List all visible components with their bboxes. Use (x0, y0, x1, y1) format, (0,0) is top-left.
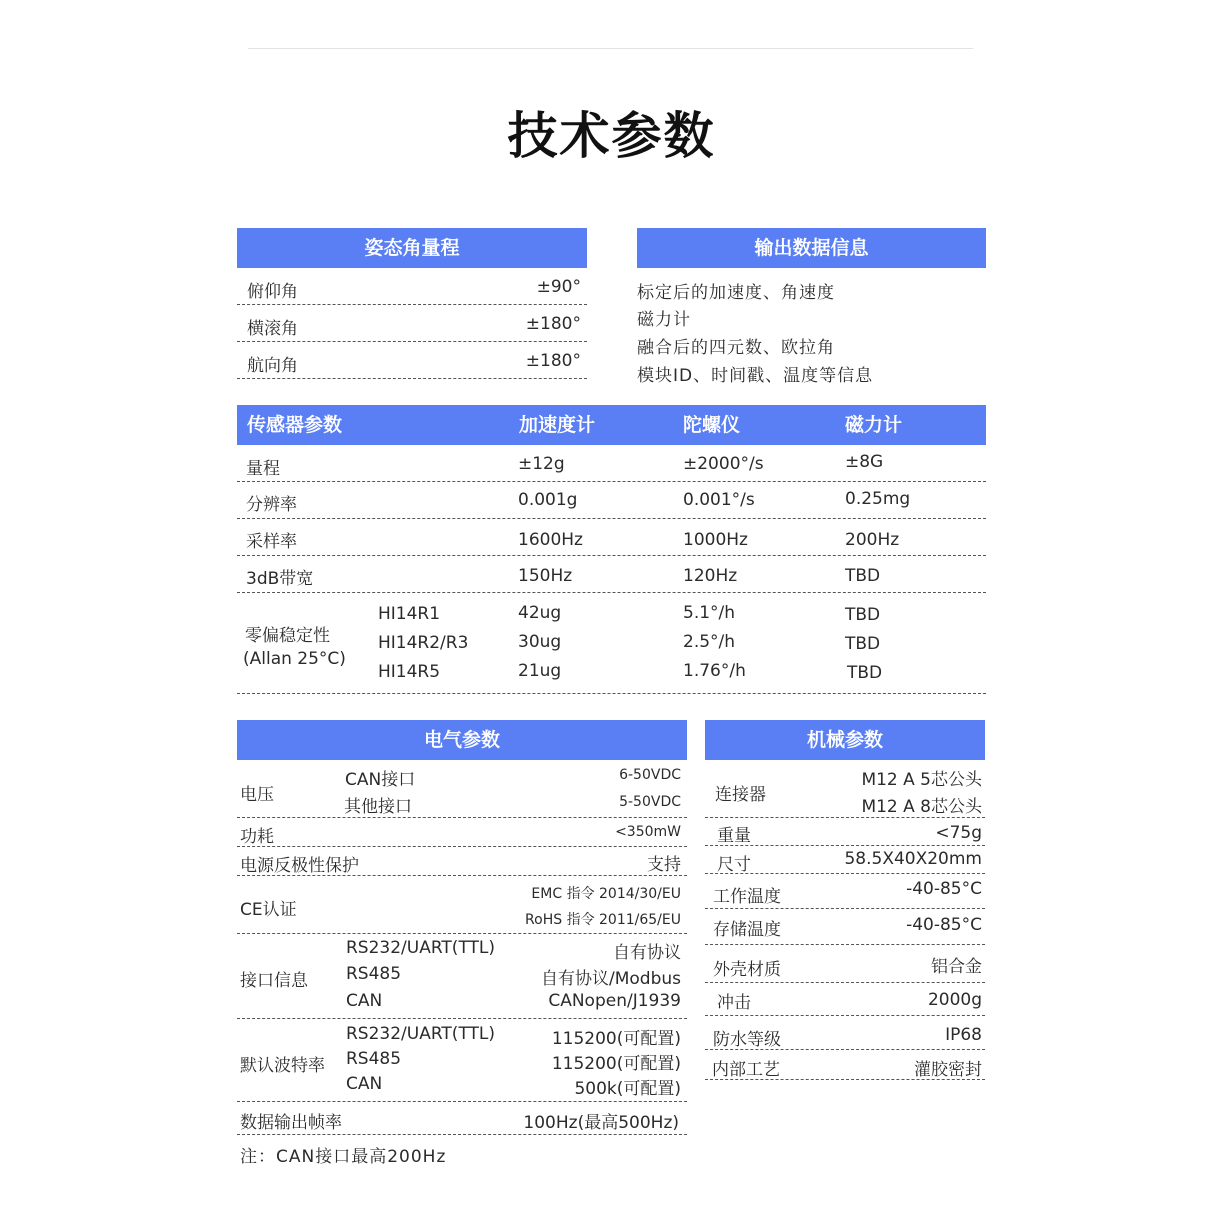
acc-value: 1600Hz (518, 530, 583, 550)
model-name: HI14R2/R3 (378, 633, 469, 653)
row-value: 2000g (927, 990, 982, 1010)
bias-condition: (Allan 25°C) (243, 649, 346, 669)
table-row (705, 874, 985, 909)
table-row (237, 482, 986, 519)
sub-label: RS485 (346, 964, 402, 984)
row-label: 接口信息 (240, 971, 308, 991)
row-label: 电压 (240, 785, 274, 805)
output-line: 模块ID、时间戳、温度等信息 (637, 366, 874, 386)
attitude-range-section (237, 228, 587, 379)
table-row (237, 556, 986, 593)
gyro-value: 0.001°/s (683, 490, 755, 510)
mag-value: TBD (845, 605, 881, 625)
bias-stability-row (237, 593, 986, 694)
sub-label: 其他接口 (344, 797, 412, 817)
row-label: 工作温度 (713, 887, 781, 907)
top-divider (248, 48, 973, 49)
row-label: 重量 (717, 826, 751, 846)
gyro-value: 1000Hz (683, 530, 748, 550)
table-row (705, 1016, 985, 1050)
row-label: 冲击 (717, 993, 751, 1013)
page-title: 技术参数 (507, 107, 716, 165)
bias-label: 零偏稳定性 (245, 626, 330, 646)
sub-label: CAN (346, 991, 383, 1011)
row-value: M12 A 5芯公头 (861, 770, 982, 790)
row-label: 3dB带宽 (246, 569, 314, 589)
table-row (237, 342, 587, 379)
row-value: -40-85°C (906, 879, 982, 899)
row-value: 铝合金 (931, 957, 982, 977)
row-value: 5-50VDC (619, 794, 681, 810)
acc-value: ±12g (518, 454, 565, 474)
row-label: 横滚角 (247, 319, 298, 339)
output-data-section (637, 228, 986, 388)
baud-row (237, 1019, 687, 1102)
gyro-value: 120Hz (683, 566, 738, 586)
row-value: EMC 指令 2014/30/EU (531, 886, 681, 902)
row-value: 灌胶密封 (914, 1060, 982, 1080)
row-value: <75g (935, 823, 982, 843)
attitude-header: 姿态角量程 (237, 228, 587, 268)
row-label: 防水等级 (713, 1030, 781, 1050)
row-label: 分辨率 (246, 495, 297, 515)
footnote: 注：CAN接口最高200Hz (240, 1147, 447, 1167)
row-label: 连接器 (715, 785, 766, 805)
row-label: 数据输出帧率 (240, 1113, 342, 1133)
accelerometer-header: 加速度计 (519, 414, 596, 436)
table-row (705, 1050, 985, 1080)
row-value: 6-50VDC (619, 767, 681, 783)
interface-row (237, 934, 687, 1019)
sub-label: RS232/UART(TTL) (346, 1024, 496, 1044)
electrical-header: 电气参数 (237, 720, 687, 760)
table-row (705, 983, 985, 1016)
row-value: ±90° (536, 277, 581, 297)
table-row (237, 818, 687, 847)
row-value: 自有协议 (613, 943, 681, 963)
row-label: 航向角 (247, 356, 298, 376)
sub-label: CAN接口 (345, 770, 416, 790)
output-line: 标定后的加速度、角速度 (637, 283, 835, 303)
row-value: CANopen/J1939 (548, 991, 681, 1011)
sub-label: RS232/UART(TTL) (346, 938, 496, 958)
model-name: HI14R1 (378, 604, 441, 624)
row-label: 电源反极性保护 (240, 856, 359, 876)
mechanical-parameters-section (705, 720, 985, 1080)
acc-value: 21ug (518, 661, 562, 681)
acc-value: 150Hz (518, 566, 573, 586)
row-value: 58.5X40X20mm (844, 849, 982, 869)
row-label: 俯仰角 (247, 282, 298, 302)
electrical-parameters-section (237, 720, 687, 1135)
output-header: 输出数据信息 (637, 228, 986, 268)
sub-label: RS485 (346, 1049, 402, 1069)
mechanical-header: 机械参数 (705, 720, 985, 760)
acc-value: 30ug (518, 632, 562, 652)
row-value: 500k(可配置) (574, 1079, 681, 1099)
magnetometer-header: 磁力计 (845, 414, 903, 436)
mag-value: 200Hz (845, 530, 900, 550)
row-label: 量程 (246, 459, 280, 479)
row-value: 115200(可配置) (551, 1054, 681, 1074)
row-value: IP68 (945, 1025, 982, 1045)
table-row (237, 519, 986, 556)
sub-label: CAN (346, 1074, 383, 1094)
row-value: ±180° (525, 314, 581, 334)
row-label: 默认波特率 (240, 1056, 325, 1076)
gyro-value: 2.5°/h (683, 632, 736, 652)
row-value: -40-85°C (906, 915, 982, 935)
output-line: 磁力计 (637, 310, 691, 330)
row-label: 功耗 (240, 827, 274, 847)
table-row (237, 1102, 687, 1135)
gyro-value: 1.76°/h (683, 661, 746, 681)
connector-row (705, 760, 985, 818)
row-label: 采样率 (246, 532, 297, 552)
table-row (705, 909, 985, 945)
table-row (705, 846, 985, 874)
output-line: 融合后的四元数、欧拉角 (637, 338, 835, 358)
voltage-row (237, 760, 687, 818)
row-label: 外壳材质 (713, 960, 781, 980)
row-label: 存储温度 (713, 920, 781, 940)
row-value: ±180° (525, 351, 581, 371)
gyro-value: ±2000°/s (683, 454, 764, 474)
acc-value: 42ug (518, 603, 562, 623)
row-value: 支持 (647, 855, 681, 875)
row-label: CE认证 (240, 900, 297, 920)
mag-value: 0.25mg (845, 489, 911, 509)
ce-row (237, 876, 687, 934)
gyro-value: 5.1°/h (683, 603, 736, 623)
mag-value: TBD (845, 566, 881, 586)
sensor-header-label: 传感器参数 (247, 414, 343, 436)
row-value: <350mW (615, 824, 681, 840)
row-label: 内部工艺 (712, 1060, 780, 1080)
acc-value: 0.001g (518, 490, 578, 510)
sensor-header-row (237, 405, 986, 445)
row-value: 自有协议/Modbus (540, 969, 681, 989)
row-value: 115200(可配置) (551, 1029, 681, 1049)
row-value: M12 A 8芯公头 (861, 797, 982, 817)
row-value: 100Hz(最高500Hz) (523, 1113, 679, 1133)
table-row (237, 268, 587, 305)
row-label: 尺寸 (717, 855, 751, 875)
table-row (705, 945, 985, 983)
row-value: RoHS 指令 2011/65/EU (525, 912, 681, 928)
table-row (237, 305, 587, 342)
table-row (237, 445, 986, 482)
table-row (237, 847, 687, 876)
mag-value: TBD (845, 634, 881, 654)
mag-value: TBD (847, 663, 883, 683)
table-row (705, 818, 985, 846)
sensor-parameters-section (237, 405, 986, 694)
gyroscope-header: 陀螺仪 (683, 414, 741, 436)
mag-value: ±8G (845, 452, 884, 472)
model-name: HI14R5 (378, 662, 441, 682)
